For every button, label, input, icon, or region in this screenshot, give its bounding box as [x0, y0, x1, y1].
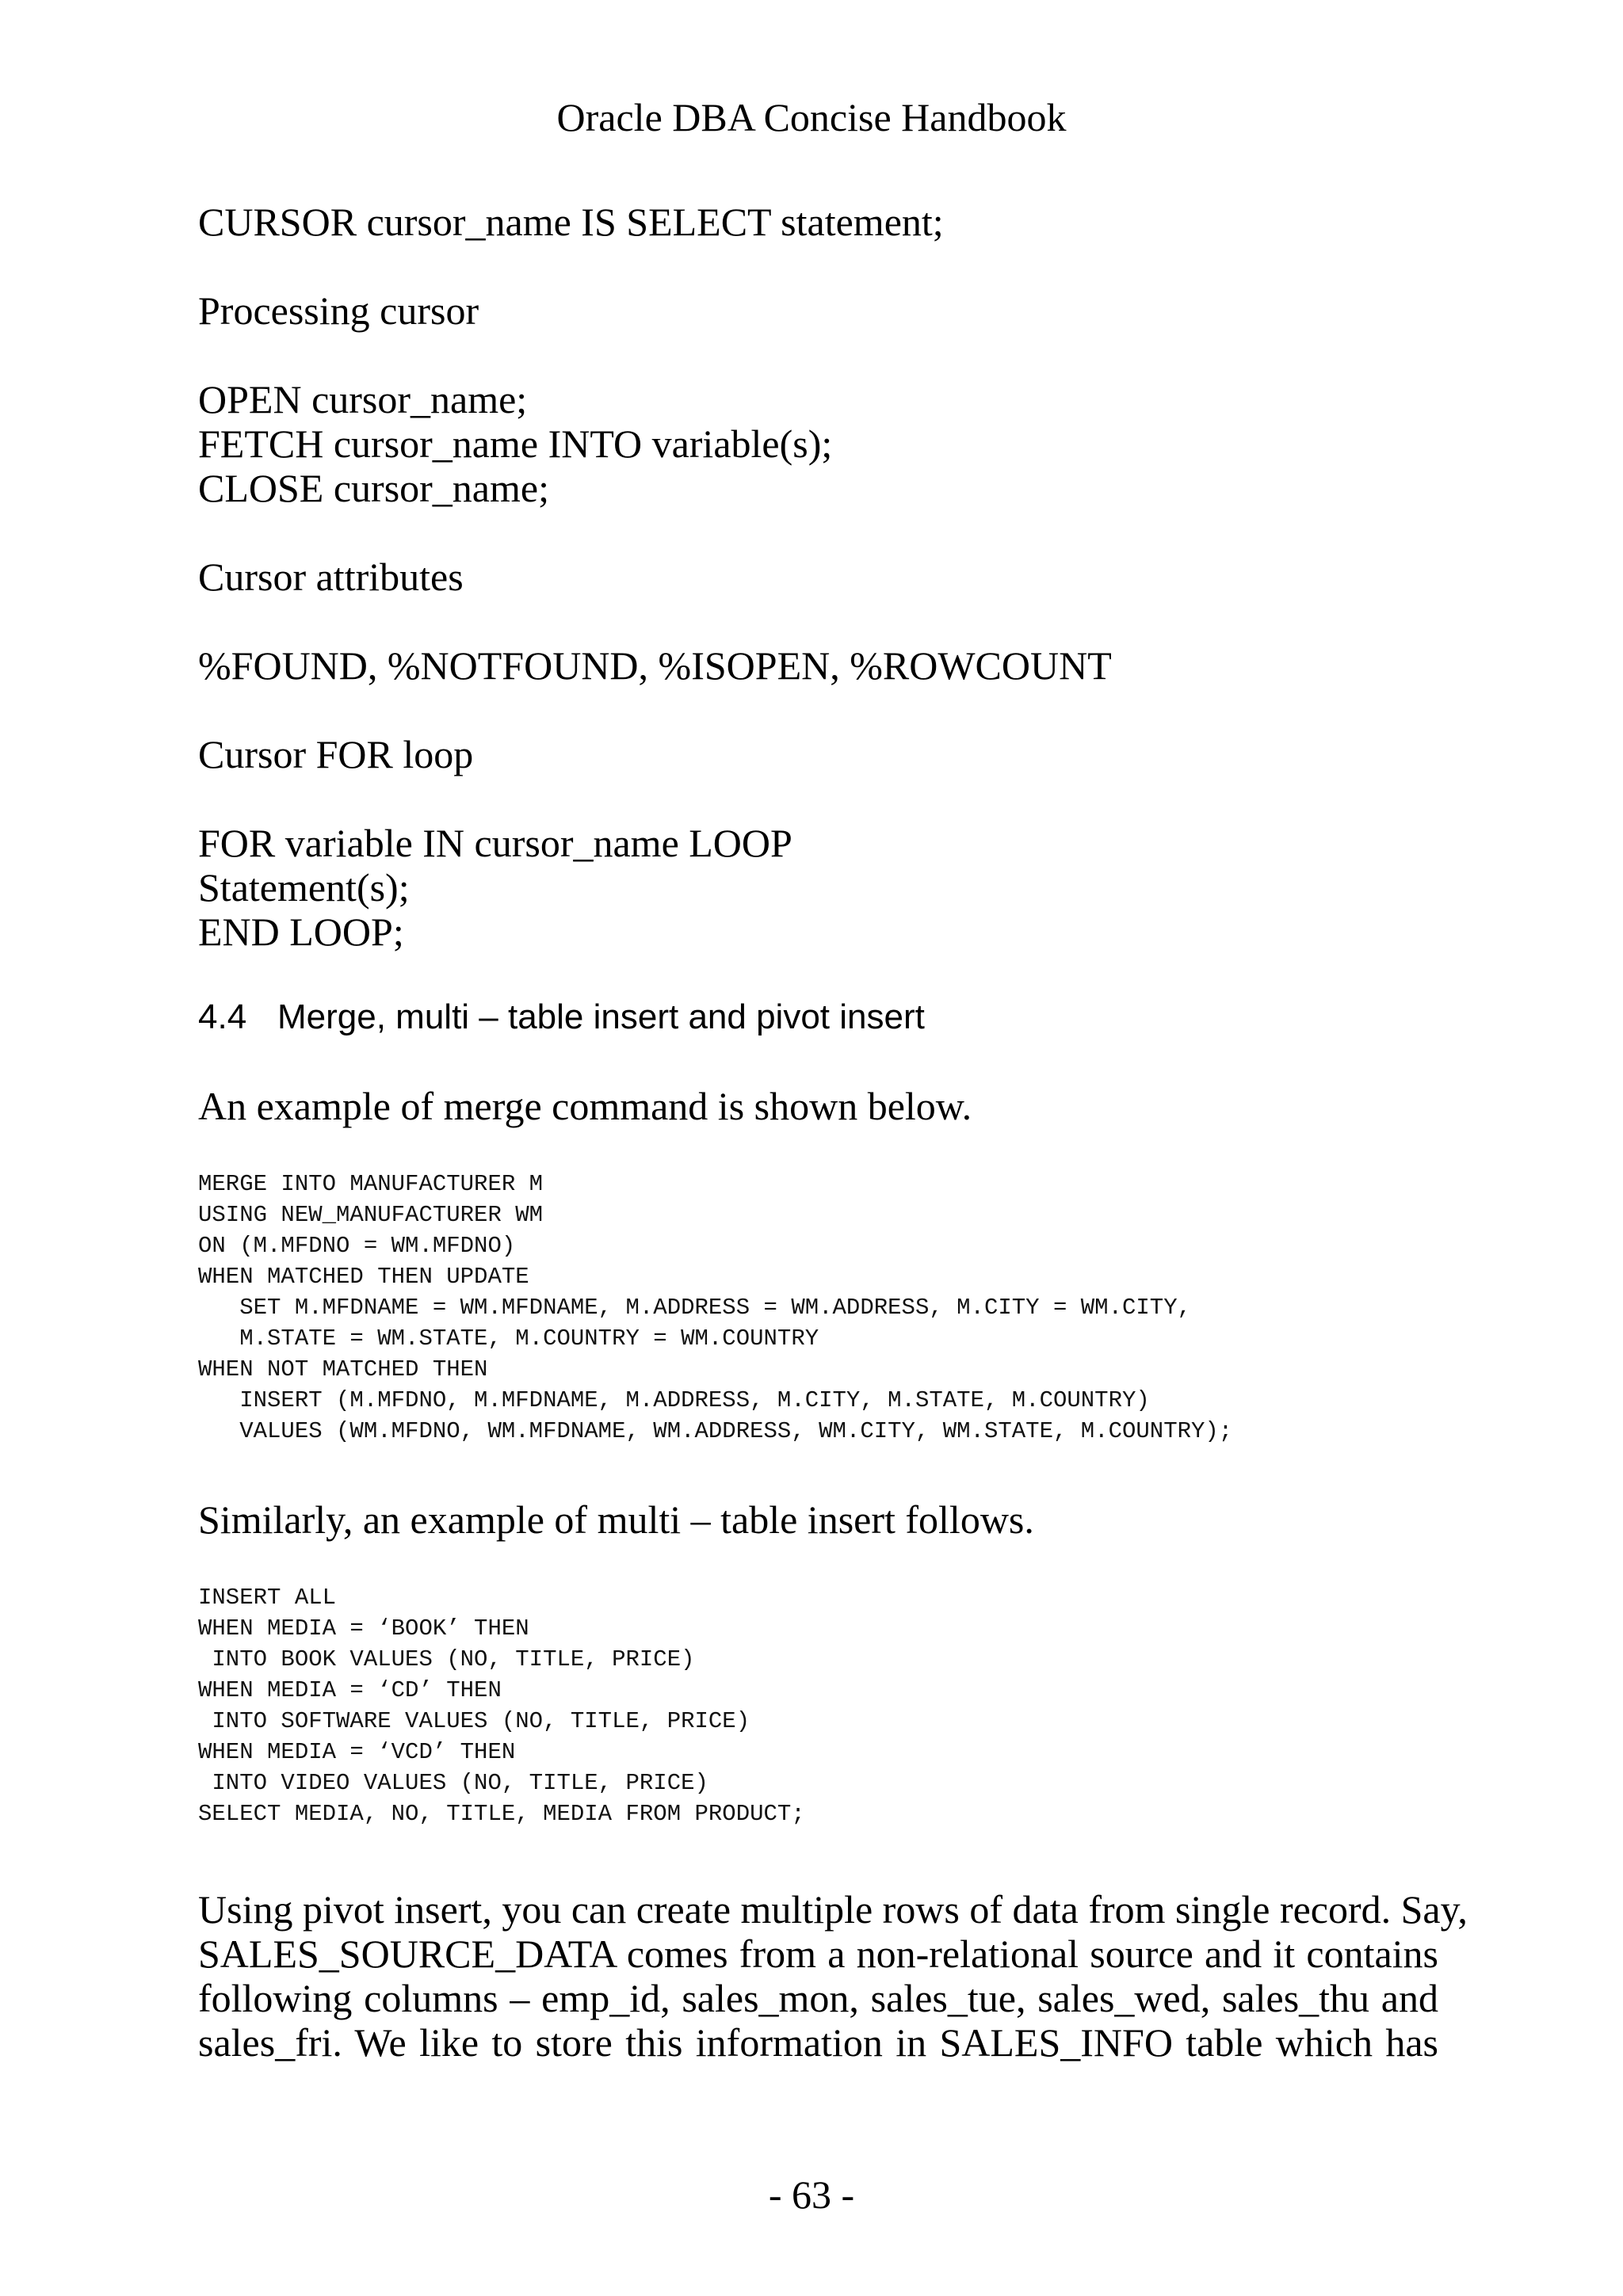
paragraph-line: sales_fri. We like to store this information in SALES_INFO table which has	[198, 2020, 1438, 2065]
section-heading	[198, 995, 925, 1039]
open-statement: OPEN cursor_name;	[198, 377, 528, 421]
section-title: Merge, multi – table insert and pivot insert	[277, 997, 925, 1036]
cursor-attributes-list: %FOUND, %NOTFOUND, %ISOPEN, %ROWCOUNT	[198, 643, 1112, 688]
cursor-attributes-label: Cursor attributes	[198, 555, 464, 599]
section-number: 4.4	[198, 997, 247, 1036]
for-loop-line: Statement(s);	[198, 865, 410, 910]
close-statement: CLOSE cursor_name;	[198, 466, 549, 510]
page-number: - 63 -	[768, 2172, 855, 2217]
cursor-declaration: CURSOR cursor_name IS SELECT statement;	[198, 200, 944, 244]
multi-insert-intro: Similarly, an example of multi – table insert follows.	[198, 1497, 1034, 1542]
for-loop-line: END LOOP;	[198, 910, 404, 954]
for-loop-line: FOR variable IN cursor_name LOOP	[198, 821, 792, 865]
pivot-insert-paragraph	[198, 1887, 1468, 2065]
multi-insert-code-block: INSERT ALL WHEN MEDIA = ‘BOOK’ THEN INTO BOOK VALUES (NO, TITLE, PRICE) WHEN MEDIA = ‘CD’ THEN INTO SOFTWARE VALUES (NO, TITLE, PRICE) WHEN MEDIA = ‘VCD’ THEN INTO VIDEO VALUES (NO, TITLE, PRICE) SELECT MEDIA, NO, TITLE, MEDIA FROM PRODUCT;	[198, 1585, 805, 1827]
processing-cursor-label: Processing cursor	[198, 288, 479, 333]
paragraph-line: Using pivot insert, you can create multiple rows of data from single record. Say,	[198, 1887, 1468, 1932]
fetch-statement: FETCH cursor_name INTO variable(s);	[198, 421, 833, 466]
paragraph-line: SALES_SOURCE_DATA comes from a non-relational source and it contains	[198, 1932, 1438, 1976]
paragraph-line: following columns – emp_id, sales_mon, sales_tue, sales_wed, sales_thu and	[198, 1976, 1438, 2020]
merge-intro: An example of merge command is shown below.	[198, 1084, 972, 1128]
merge-code-block: MERGE INTO MANUFACTURER M USING NEW_MANUFACTURER WM ON (M.MFDNO = WM.MFDNO) WHEN MATCHED THEN UPDATE SET M.MFDNAME = WM.MFDNAME, M.ADDRESS = WM.ADDRESS, M.CITY = WM.CITY, M.STATE = WM.STATE, M.COUNTRY = WM.COUNTRY WHEN NOT MATCHED THEN INSERT (M.MFDNO, M.MFDNAME, M.ADDRESS, M.CITY, M.STATE, M.COUNTRY) VALUES (WM.MFDNO, WM.MFDNAME, WM.ADDRESS, WM.CITY, WM.STATE, M.COUNTRY);	[198, 1171, 1233, 1444]
cursor-for-loop-label: Cursor FOR loop	[198, 732, 474, 776]
running-header: Oracle DBA Concise Handbook	[556, 95, 1067, 139]
